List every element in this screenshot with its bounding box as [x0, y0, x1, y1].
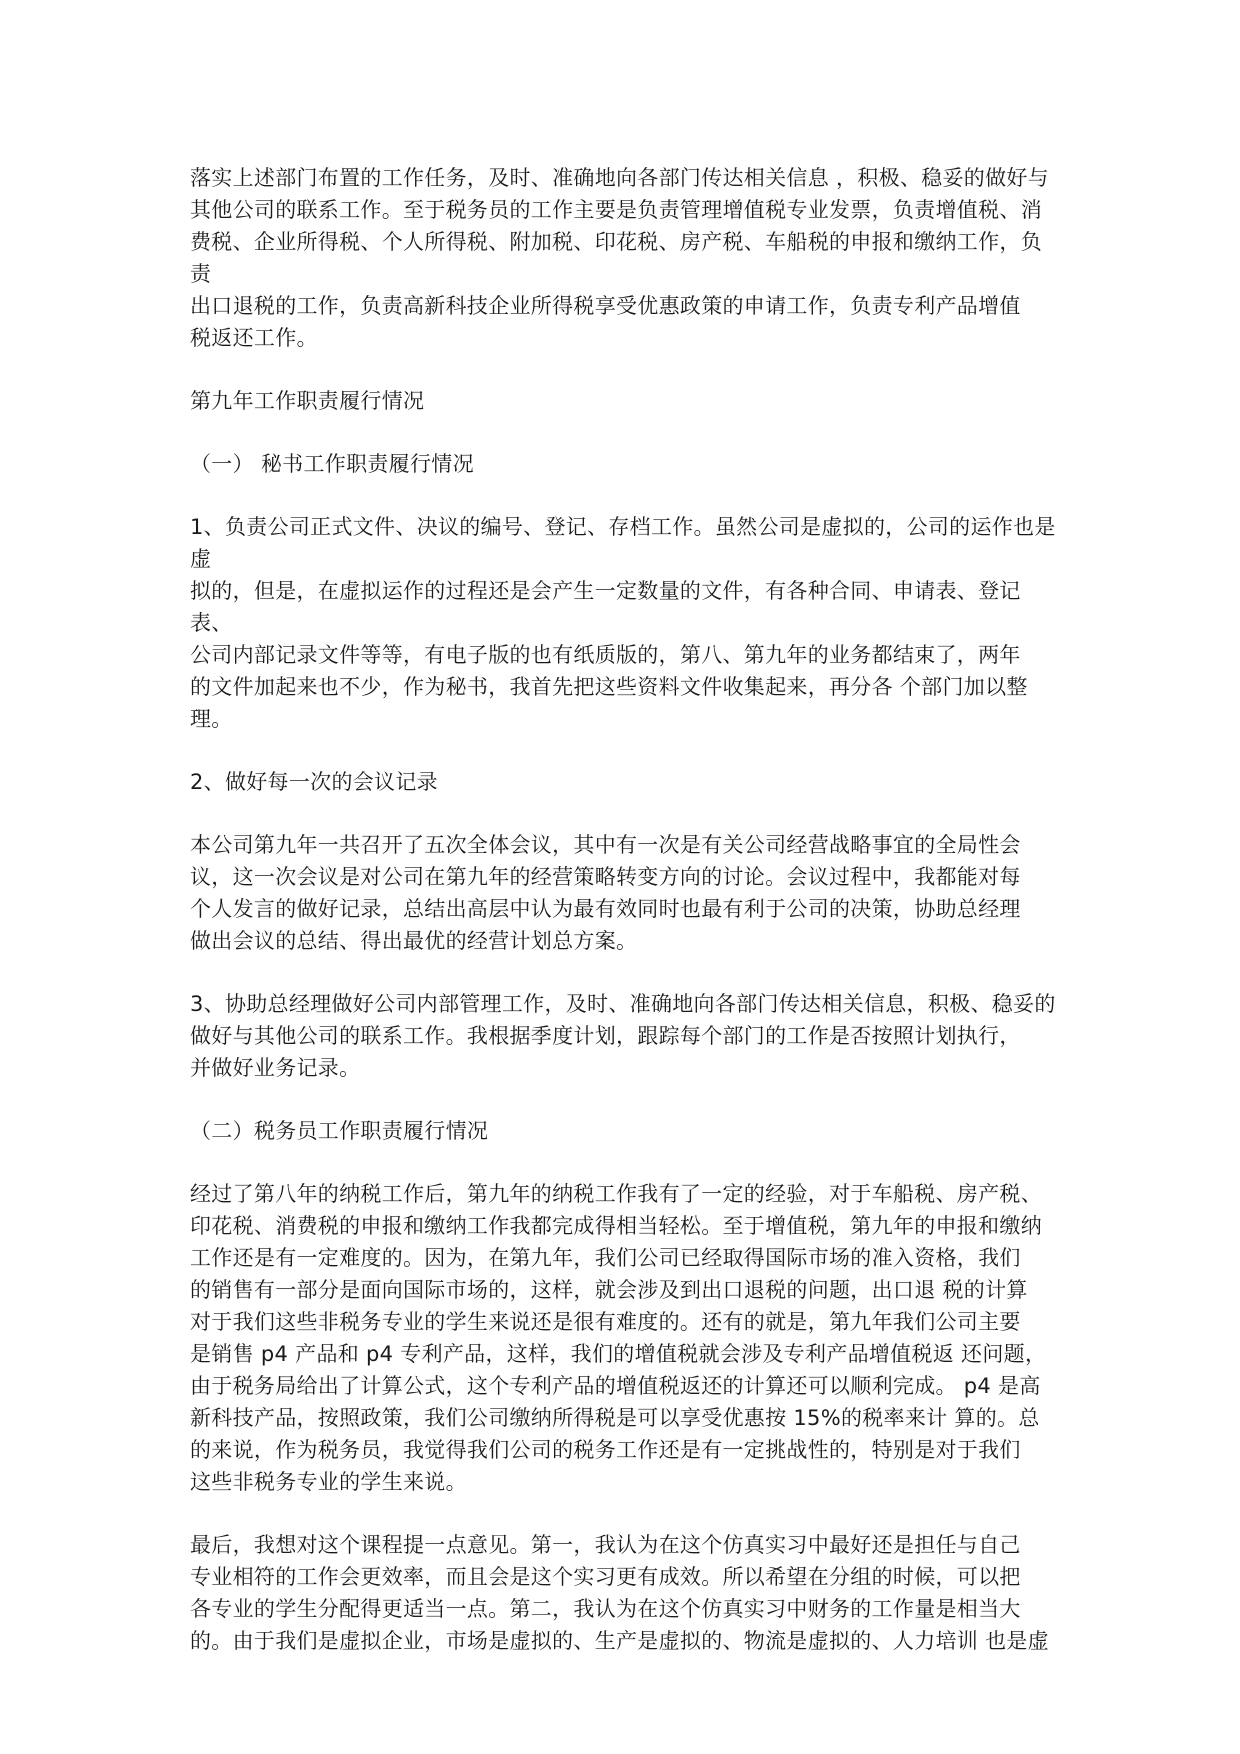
text-line: 新科技产品，按照政策，我们公司缴纳所得税是可以享受优惠按 15%的税率来计 算的。总 — [190, 1406, 1040, 1430]
intro-paragraph — [190, 162, 1060, 354]
text-line: 工作还是有一定难度的。因为，在第九年，我们公司已经取得国际市场的准入资格，我们 — [190, 1246, 1021, 1270]
text-line: 费税、企业所得税、个人所得税、附加税、印花税、房产税、车船税的申报和缴纳工作，负责 — [190, 230, 1042, 286]
text-line: 理。 — [190, 707, 233, 731]
text-line: 做出会议的总结、得出最优的经营计划总方案。 — [190, 929, 638, 953]
text-line: 的来说，作为税务员，我觉得我们公司的税务工作还是有一定挑战性的，特别是对于我们 — [190, 1438, 1021, 1462]
heading-tax: （二）税务员工作职责履行情况 — [190, 1119, 489, 1143]
text-line: 的文件加起来也不少，作为秘书，我首先把这些资料文件收集起来，再分各 个部门加以整 — [190, 675, 1028, 699]
text-line: 做好与其他公司的联系工作。我根据季度计划，跟踪每个部门的工作是否按照计划执行， — [190, 1024, 1021, 1048]
document-page — [190, 162, 1060, 1657]
item2-paragraph — [190, 829, 1060, 957]
tax-paragraph — [190, 1178, 1060, 1498]
text-line: 这些非税务专业的学生来说。 — [190, 1470, 467, 1494]
item2-title: 2、做好每一次的会议记录 — [190, 770, 438, 794]
text-line: 3、协助总经理做好公司内部管理工作，及时、准确地向各部门传达相关信息，积极、稳妥的 — [190, 992, 1056, 1016]
text-line: 税返还工作。 — [190, 326, 318, 350]
text-line: 个人发言的做好记录，总结出高层中认为最有效同时也最有利于公司的决策，协助总经理 — [190, 897, 1021, 921]
text-line: 由于税务局给出了计算公式，这个专利产品的增值税返还的计算还可以顺利完成。 p4 是高 — [190, 1374, 1041, 1398]
text-line: 并做好业务记录。 — [190, 1056, 361, 1080]
text-line: 议，这一次会议是对公司在第九年的经营策略转变方向的讨论。会议过程中，我都能对每 — [190, 865, 1021, 889]
text-line: 专业相符的工作会更效率，而且会是这个实习更有成效。所以希望在分组的时候，可以把 — [190, 1565, 1021, 1589]
heading-secretary: （一） 秘书工作职责履行情况 — [190, 452, 474, 476]
text-line: 印花税、消费税的申报和缴纳工作我都完成得相当轻松。至于增值税，第九年的申报和缴纳 — [190, 1214, 1042, 1238]
item3-paragraph — [190, 988, 1060, 1084]
text-line: 出口退税的工作，负责高新科技企业所得税享受优惠政策的申请工作，负责专利产品增值 — [190, 294, 1021, 318]
text-line: 对于我们这些非税务专业的学生来说还是很有难度的。还有的就是，第九年我们公司主要 — [190, 1310, 1021, 1334]
text-line: 落实上述部门布置的工作任务，及时、准确地向各部门传达相关信息 ，积极、稳妥的做好与 — [190, 166, 1049, 190]
text-line: 的销售有一部分是面向国际市场的，这样，就会涉及到出口退税的问题，出口退 税的计算 — [190, 1278, 1028, 1302]
text-line: 1、负责公司正式文件、决议的编号、登记、存档工作。虽然公司是虚拟的，公司的运作也是虚 — [190, 515, 1056, 571]
text-line: 拟的，但是，在虚拟运作的过程还是会产生一定数量的文件，有各种合同、申请表、登记表、 — [190, 579, 1021, 635]
text-line: 公司内部记录文件等等，有电子版的也有纸质版的，第八、第九年的业务都结束了，两年 — [190, 643, 1021, 667]
text-line: 本公司第九年一共召开了五次全体会议，其中有一次是有关公司经营战略事宜的全局性会 — [190, 833, 1021, 857]
text-line: 是销售 p4 产品和 p4 专利产品，这样，我们的增值税就会涉及专利产品增值税返 还问题， — [190, 1342, 1047, 1366]
heading-year9: 第九年工作职责履行情况 — [190, 389, 425, 413]
text-line: 其他公司的联系工作。至于税务员的工作主要是负责管理增值税专业发票，负责增值税、消 — [190, 198, 1042, 222]
text-line: 最后，我想对这个课程提一点意见。第一，我认为在这个仿真实习中最好还是担任与自己 — [190, 1533, 1021, 1557]
text-line: 的。由于我们是虚拟企业，市场是虚拟的、生产是虚拟的、物流是虚拟的、人力培训 也是虚 — [190, 1629, 1049, 1653]
item1-paragraph — [190, 511, 1060, 735]
text-line: 各专业的学生分配得更适当一点。第二，我认为在这个仿真实习中财务的工作量是相当大 — [190, 1597, 1021, 1621]
final-paragraph — [190, 1529, 1060, 1657]
text-line: 经过了第八年的纳税工作后，第九年的纳税工作我有了一定的经验，对于车船税、房产税、 — [190, 1182, 1042, 1206]
